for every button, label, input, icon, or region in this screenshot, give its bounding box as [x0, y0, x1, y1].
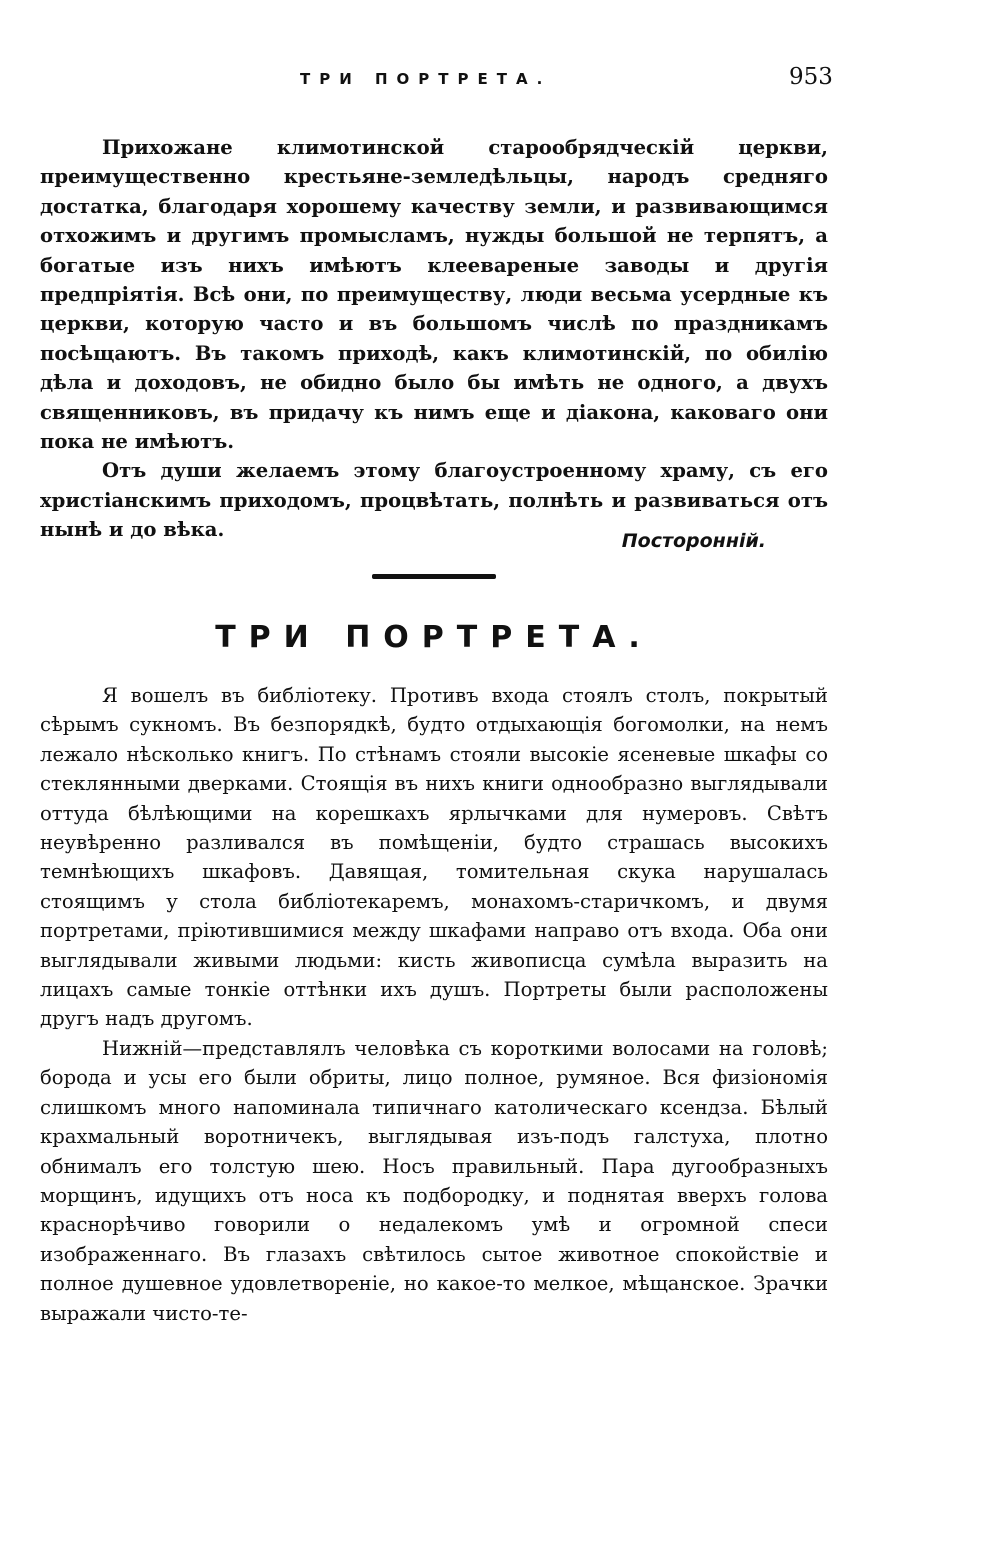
- section-divider: [372, 574, 496, 579]
- paragraph: Отъ души желаемъ этому благоустроенному храму, съ его христіанскимъ приходомъ, процвѣтать, полнѣть и развиваться отъ нынѣ и до вѣка.: [40, 459, 828, 542]
- page-number: 953: [789, 64, 833, 90]
- article-two-body: [40, 681, 828, 1328]
- paragraph: Нижній—представлялъ человѣка съ короткими волосами на головѣ; борода и усы его были обриты, лицо полное, румяное. Вся физіономія слишкомъ много напоминала типичнаго католическаго ксендза. Бѣлый крахмальный воротничекъ, выглядывая изъ-подъ галстуха, плотно обнималъ его толстую шею. Носъ правильный. Пара дугообразныхъ морщинъ, идущихъ отъ носа къ подбородку, и поднятая вверхъ голова краснорѣчиво говорили о недалекомъ умѣ и огромной спеси изображеннаго. Въ глазахъ свѣтилось сытое животное спокойствіе и полное душевное удовлетвореніе, но какое-то мелкое, мѣщанское. Зрачки выражали чисто-те-: [40, 1036, 828, 1325]
- article-one-body: [40, 133, 828, 545]
- author-signature: Посторонній.: [621, 530, 766, 552]
- paragraph: Прихожане климотинской старообрядческій церкви, преимущественно крестьяне-земледѣльцы, народъ средняго достатка, благодаря хорошему качеству земли, и развивающимся отхожимъ и другимъ промысламъ, нужды большой не терпятъ, а богатые изъ нихъ имѣютъ клеевареные заводы и другія предпріятія. Всѣ они, по преимуществу, люди весьма усердные къ церкви, которую часто и въ большомъ числѣ по праздникамъ посѣщаютъ. Въ такомъ приходѣ, какъ климотинскій, по обилію дѣла и доходовъ, не обидно было бы имѣть не одного, а двухъ священниковъ, въ придачу къ нимъ еще и діакона, каковаго они пока не имѣютъ.: [40, 136, 828, 454]
- article-title: ТРИ ПОРТРЕТА.: [215, 620, 653, 655]
- paragraph: Я вошелъ въ библіотеку. Противъ входа стоялъ столъ, покрытый сѣрымъ сукномъ. Въ безпорядкѣ, будто отдыхающія богомолки, на немъ лежало нѣсколько книгъ. По стѣнамъ стояли высокіе ясеневые шкафы со стеклянными дверками. Стоящія въ нихъ книги однообразно выглядывали оттуда бѣлѣющими на корешкахъ ярлычками для нумеровъ. Свѣтъ неувѣренно разливался въ помѣщеніи, будто страшась высокихъ темнѣющихъ шкафовъ. Давящая, томительная скука нарушалась стоящимъ у стола библіотекаремъ, монахомъ-старичкомъ, и двумя портретами, пріютившимися между шкафами направо отъ входа. Оба они выглядывали живыми людьми: кисть живописца сумѣла выразить на лицахъ самые тонкіе оттѣнки ихъ душъ. Портреты были расположены другъ надъ другомъ.: [40, 684, 828, 1031]
- running-head: ТРИ ПОРТРЕТА.: [300, 70, 552, 88]
